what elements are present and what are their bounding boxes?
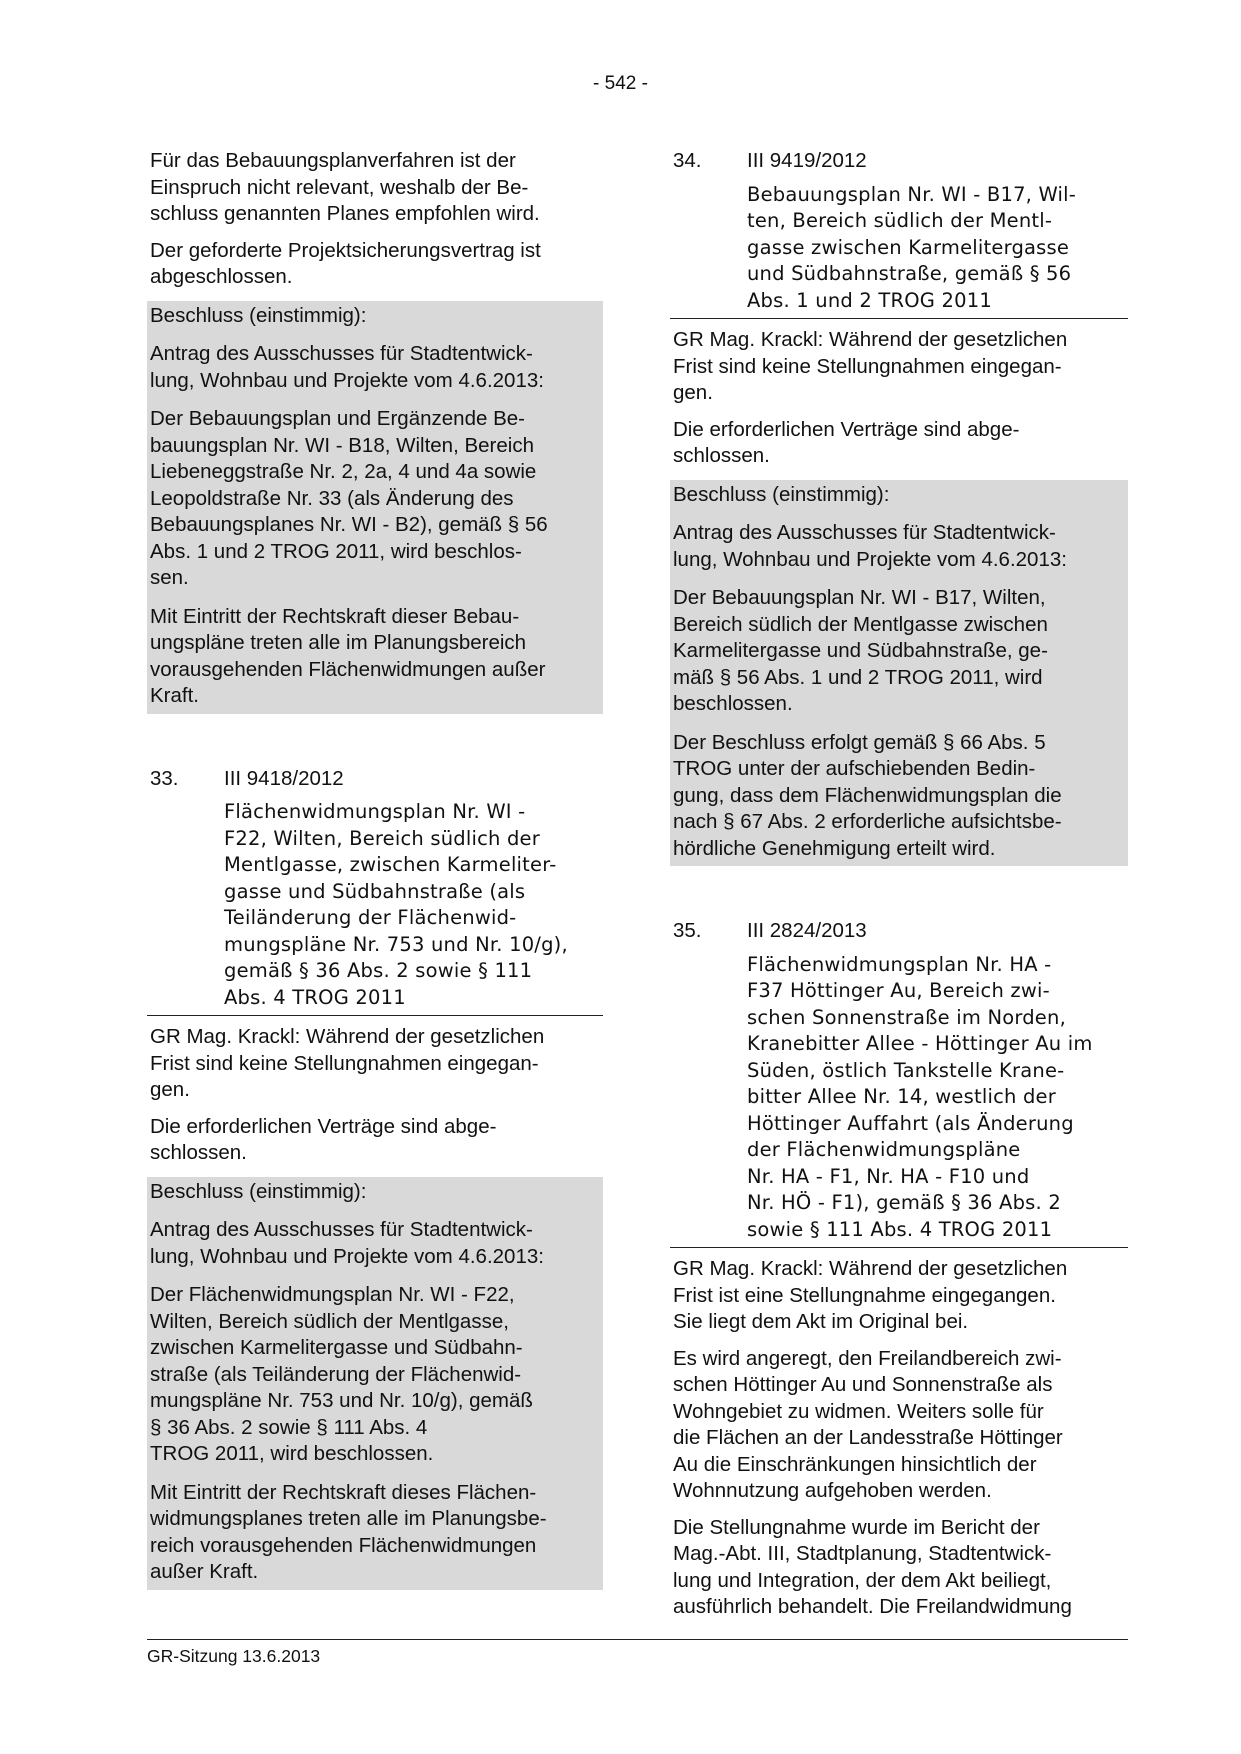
item-number: 33. xyxy=(150,766,179,790)
resolution-heading: Beschluss (einstimmig): xyxy=(150,303,367,327)
resolution-motion: Antrag des Ausschusses für Stadtentwick- lung, Wohnbau und Projekte vom 4.6.2013: xyxy=(150,342,544,392)
resolution-text: Der Bebauungsplan und Ergänzende Be- bauungsplan Nr. WI - B18, Wilten, Bereich Liebeneggstraße Nr. 2, 2a, 4 und 4a sowie Leopoldstraße Nr. 33 (als Änderung des Bebauungsplanes Nr. WI - B2), gemäß § 56 Abs. 1 und 2 TROG 2011, wird beschlos- sen. xyxy=(150,407,548,589)
intro-text-2: Der geforderte Projektsicherungsvertrag ist abgeschlossen. xyxy=(150,238,541,288)
resolution-text: Der Flächenwidmungsplan Nr. WI - F22, Wilten, Bereich südlich der Mentlgasse, zwischen Karmelitergasse und Südbahn- straße (als Teiländerung der Flächenwid- mungspläne Nr. 753 und Nr. 10/g), gemäß § 36 Abs. 2 sowie § 111 Abs. 4 TROG 2011, wird beschlossen. xyxy=(150,1283,533,1465)
resolution-motion: Antrag des Ausschusses für Stadtentwick- lung, Wohnbau und Projekte vom 4.6.2013: xyxy=(673,521,1067,571)
item-subject: Flächenwidmungsplan Nr. HA - F37 Höttinger Au, Bereich zwi- schen Sonnenstraße im Norden, Kranebitter Allee - Höttinger Au im Süden, östlich Tankstelle Krane- bitter Allee Nr. 14, westlich der Höttinger Auffahrt (als Änderung der Flächenwidmungspläne Nr. HA - F1, Nr. HA - F10 und Nr. HÖ - F1), gemäß § 36 Abs. 2 sowie § 111 Abs. 4 TROG 2011 xyxy=(747,952,1093,1241)
left-column xyxy=(147,148,603,1590)
agenda-item-34 xyxy=(670,148,1128,866)
resolution-note: Der Beschluss erfolgt gemäß § 66 Abs. 5 TROG unter der aufschiebenden Bedin- gung, dass dem Flächenwidmungsplan die nach § 67 Abs. 2 erforderliche aufsichtsbe- hördliche Genehmigung erteilt wird. xyxy=(673,730,1062,860)
resolution-heading: Beschluss (einstimmig): xyxy=(673,482,890,506)
intro-text-1: Für das Bebauungsplanverfahren ist der Einspruch nicht relevant, weshalb der Be- schluss genannten Planes empfohlen wird. xyxy=(150,149,540,225)
intro-paragraph-1 xyxy=(147,148,603,228)
intro-paragraph-2 xyxy=(147,238,603,291)
item-suggestion: Es wird angeregt, den Freilandbereich zwi- schen Höttinger Au und Sonnenstraße als Wohngebiet zu widmen. Weiters solle für die Flächen an der Landesstraße Höttinger Au die Einschränkungen hinsichtlich der Wohnnutzung aufgehoben werden. xyxy=(673,1346,1063,1502)
right-column xyxy=(670,148,1128,1621)
agenda-item-33 xyxy=(147,766,603,1590)
item-report: GR Mag. Krackl: Während der gesetzlichen Frist sind keine Stellungnahmen eingegan- gen. xyxy=(150,1025,545,1101)
resolution-block-33 xyxy=(147,1177,603,1590)
item-treatment: Die Stellungnahme wurde im Bericht der Mag.-Abt. III, Stadtplanung, Stadtentwick- lung und Integration, der dem Akt beiliegt, ausführlich behandelt. Die Freilandwidmung xyxy=(673,1515,1072,1618)
footer-divider xyxy=(147,1639,1128,1640)
footer-session-date: GR-Sitzung 13.6.2013 xyxy=(147,1646,321,1666)
item-report: GR Mag. Krackl: Während der gesetzlichen Frist sind keine Stellungnahmen eingegan- gen. xyxy=(673,328,1068,404)
item-reference: III 9419/2012 xyxy=(747,149,867,172)
resolution-motion: Antrag des Ausschusses für Stadtentwick- lung, Wohnbau und Projekte vom 4.6.2013: xyxy=(150,1218,544,1268)
resolution-note: Mit Eintritt der Rechtskraft dieser Bebau- ungspläne treten alle im Planungsbereich vorausgehenden Flächenwidmungen außer Kraft. xyxy=(150,604,546,707)
item-reference: III 2824/2013 xyxy=(747,919,867,942)
item-number: 34. xyxy=(673,149,702,172)
item-number: 35. xyxy=(673,919,702,942)
agenda-item-35 xyxy=(670,918,1128,1621)
page-number: - 542 - xyxy=(593,73,648,94)
resolution-note: Mit Eintritt der Rechtskraft dieses Flächen- widmungsplanes treten alle im Planungsbe- reich vorausgehenden Flächenwidmungen außer Kraft. xyxy=(150,1480,547,1583)
item-contracts: Die erforderlichen Verträge sind abge- schlossen. xyxy=(673,417,1020,467)
item-reference: III 9418/2012 xyxy=(224,766,344,790)
item-subject: Flächenwidmungsplan Nr. WI - F22, Wilten, Bereich südlich der Mentlgasse, zwischen Karmeliter- gasse und Südbahnstraße (als Teiländerung der Flächenwid- mungspläne Nr. 753 und Nr. 10/g), gemäß § 36 Abs. 2 sowie § 111 Abs. 4 TROG 2011 xyxy=(224,800,568,1009)
item-subject: Bebauungsplan Nr. WI - B17, Wil- ten, Bereich südlich der Mentl- gasse zwischen Karmelitergasse und Südbahnstraße, gemäß § 56 Abs. 1 und 2 TROG 2011 xyxy=(747,182,1077,312)
resolution-block-34 xyxy=(670,480,1128,867)
resolution-block-32 xyxy=(147,301,603,714)
resolution-text: Der Bebauungsplan Nr. WI - B17, Wilten, Bereich südlich der Mentlgasse zwischen Karmelitergasse und Südbahnstraße, ge- mäß § 56 Abs. 1 und 2 TROG 2011, wird beschlossen. xyxy=(673,586,1048,715)
resolution-heading: Beschluss (einstimmig): xyxy=(150,1179,367,1203)
item-report: GR Mag. Krackl: Während der gesetzlichen Frist ist eine Stellungnahme eingegangen. Sie liegt dem Akt im Original bei. xyxy=(673,1257,1068,1333)
item-contracts: Die erforderlichen Verträge sind abge- schlossen. xyxy=(150,1114,497,1164)
